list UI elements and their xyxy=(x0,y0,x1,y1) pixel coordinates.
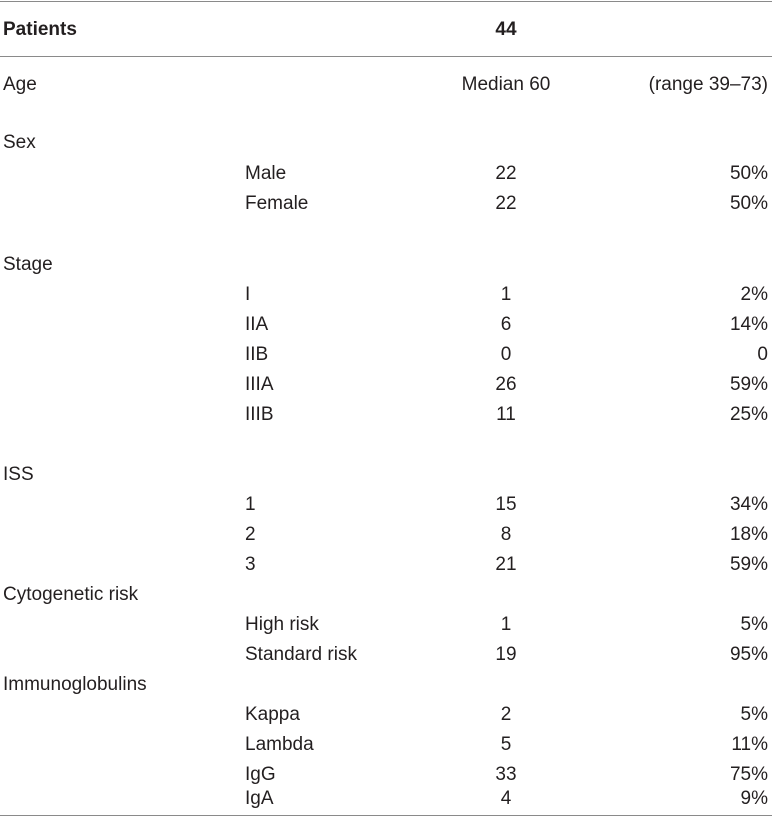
header-patients-label: Patients xyxy=(3,19,77,40)
row-percent: 0 xyxy=(757,344,768,365)
row-name: Female xyxy=(245,193,309,214)
row-percent: 50% xyxy=(729,193,768,214)
table-row xyxy=(0,159,772,189)
table-row-age xyxy=(0,70,772,100)
row-count: 33 xyxy=(495,764,517,785)
row-count: 0 xyxy=(500,344,512,365)
row-percent: 14% xyxy=(729,314,768,335)
row-name: IIIB xyxy=(245,404,274,425)
row-name: 2 xyxy=(245,524,256,545)
row-name: Male xyxy=(245,163,287,184)
row-percent: 2% xyxy=(740,284,768,305)
cytogenetic-risk-label: Cytogenetic risk xyxy=(3,584,139,605)
row-percent: 5% xyxy=(740,704,768,725)
row-count: 8 xyxy=(500,524,512,545)
table-row xyxy=(0,310,772,340)
row-percent: 34% xyxy=(729,494,768,515)
row-name: IIB xyxy=(245,344,269,365)
row-percent: 5% xyxy=(740,614,768,635)
row-percent: 75% xyxy=(729,764,768,785)
section-heading-immunoglobulins xyxy=(0,670,772,700)
row-name: Lambda xyxy=(245,734,314,755)
row-count: 19 xyxy=(495,644,517,665)
row-percent: 59% xyxy=(729,374,768,395)
table-row xyxy=(0,340,772,370)
row-count: 22 xyxy=(495,193,517,214)
immunoglobulins-label: Immunoglobulins xyxy=(3,674,147,695)
row-name: High risk xyxy=(245,614,319,635)
section-heading-cytogenetic-risk xyxy=(0,580,772,610)
table-row xyxy=(0,280,772,310)
table-row xyxy=(0,640,772,670)
row-percent: 59% xyxy=(729,554,768,575)
table-row xyxy=(0,610,772,640)
row-count: 22 xyxy=(495,163,517,184)
table-row xyxy=(0,400,772,430)
stage-label: Stage xyxy=(3,254,53,275)
row-name: I xyxy=(245,284,251,305)
age-range: (range 39–73) xyxy=(648,74,768,95)
table-row xyxy=(0,370,772,400)
table-row xyxy=(0,520,772,550)
row-name: 1 xyxy=(245,494,256,515)
age-median: Median 60 xyxy=(461,74,551,95)
row-name: IIA xyxy=(245,314,269,335)
row-count: 1 xyxy=(500,284,512,305)
table-row xyxy=(0,784,772,814)
section-heading-sex xyxy=(0,128,772,158)
section-heading-iss xyxy=(0,460,772,490)
table-row xyxy=(0,189,772,219)
row-count: 26 xyxy=(495,374,517,395)
row-count: 21 xyxy=(495,554,517,575)
table-row xyxy=(0,550,772,580)
row-percent: 18% xyxy=(729,524,768,545)
header-patients-count: 44 xyxy=(495,19,517,40)
iss-label: ISS xyxy=(3,464,34,485)
row-count: 1 xyxy=(500,614,512,635)
row-count: 15 xyxy=(495,494,517,515)
row-percent: 11% xyxy=(731,734,768,755)
row-count: 5 xyxy=(500,734,512,755)
table-row xyxy=(0,700,772,730)
table-bottom-rule xyxy=(0,815,772,816)
row-percent: 50% xyxy=(729,163,768,184)
row-name: Kappa xyxy=(245,704,300,725)
row-percent: 95% xyxy=(729,644,768,665)
row-name: 3 xyxy=(245,554,256,575)
row-percent: 9% xyxy=(740,788,768,809)
row-name: Standard risk xyxy=(245,644,357,665)
sex-label: Sex xyxy=(3,132,36,153)
table-row xyxy=(0,490,772,520)
table-header-rule xyxy=(0,56,772,57)
row-count: 6 xyxy=(500,314,512,335)
row-count: 2 xyxy=(500,704,512,725)
table-row xyxy=(0,730,772,760)
row-count: 4 xyxy=(500,788,512,809)
row-percent: 25% xyxy=(729,404,768,425)
row-name: IgA xyxy=(245,788,274,809)
section-heading-stage xyxy=(0,250,772,280)
row-name: IIIA xyxy=(245,374,274,395)
row-count: 11 xyxy=(496,404,516,425)
table-header xyxy=(0,1,772,56)
age-label: Age xyxy=(3,74,37,95)
row-name: IgG xyxy=(245,764,276,785)
